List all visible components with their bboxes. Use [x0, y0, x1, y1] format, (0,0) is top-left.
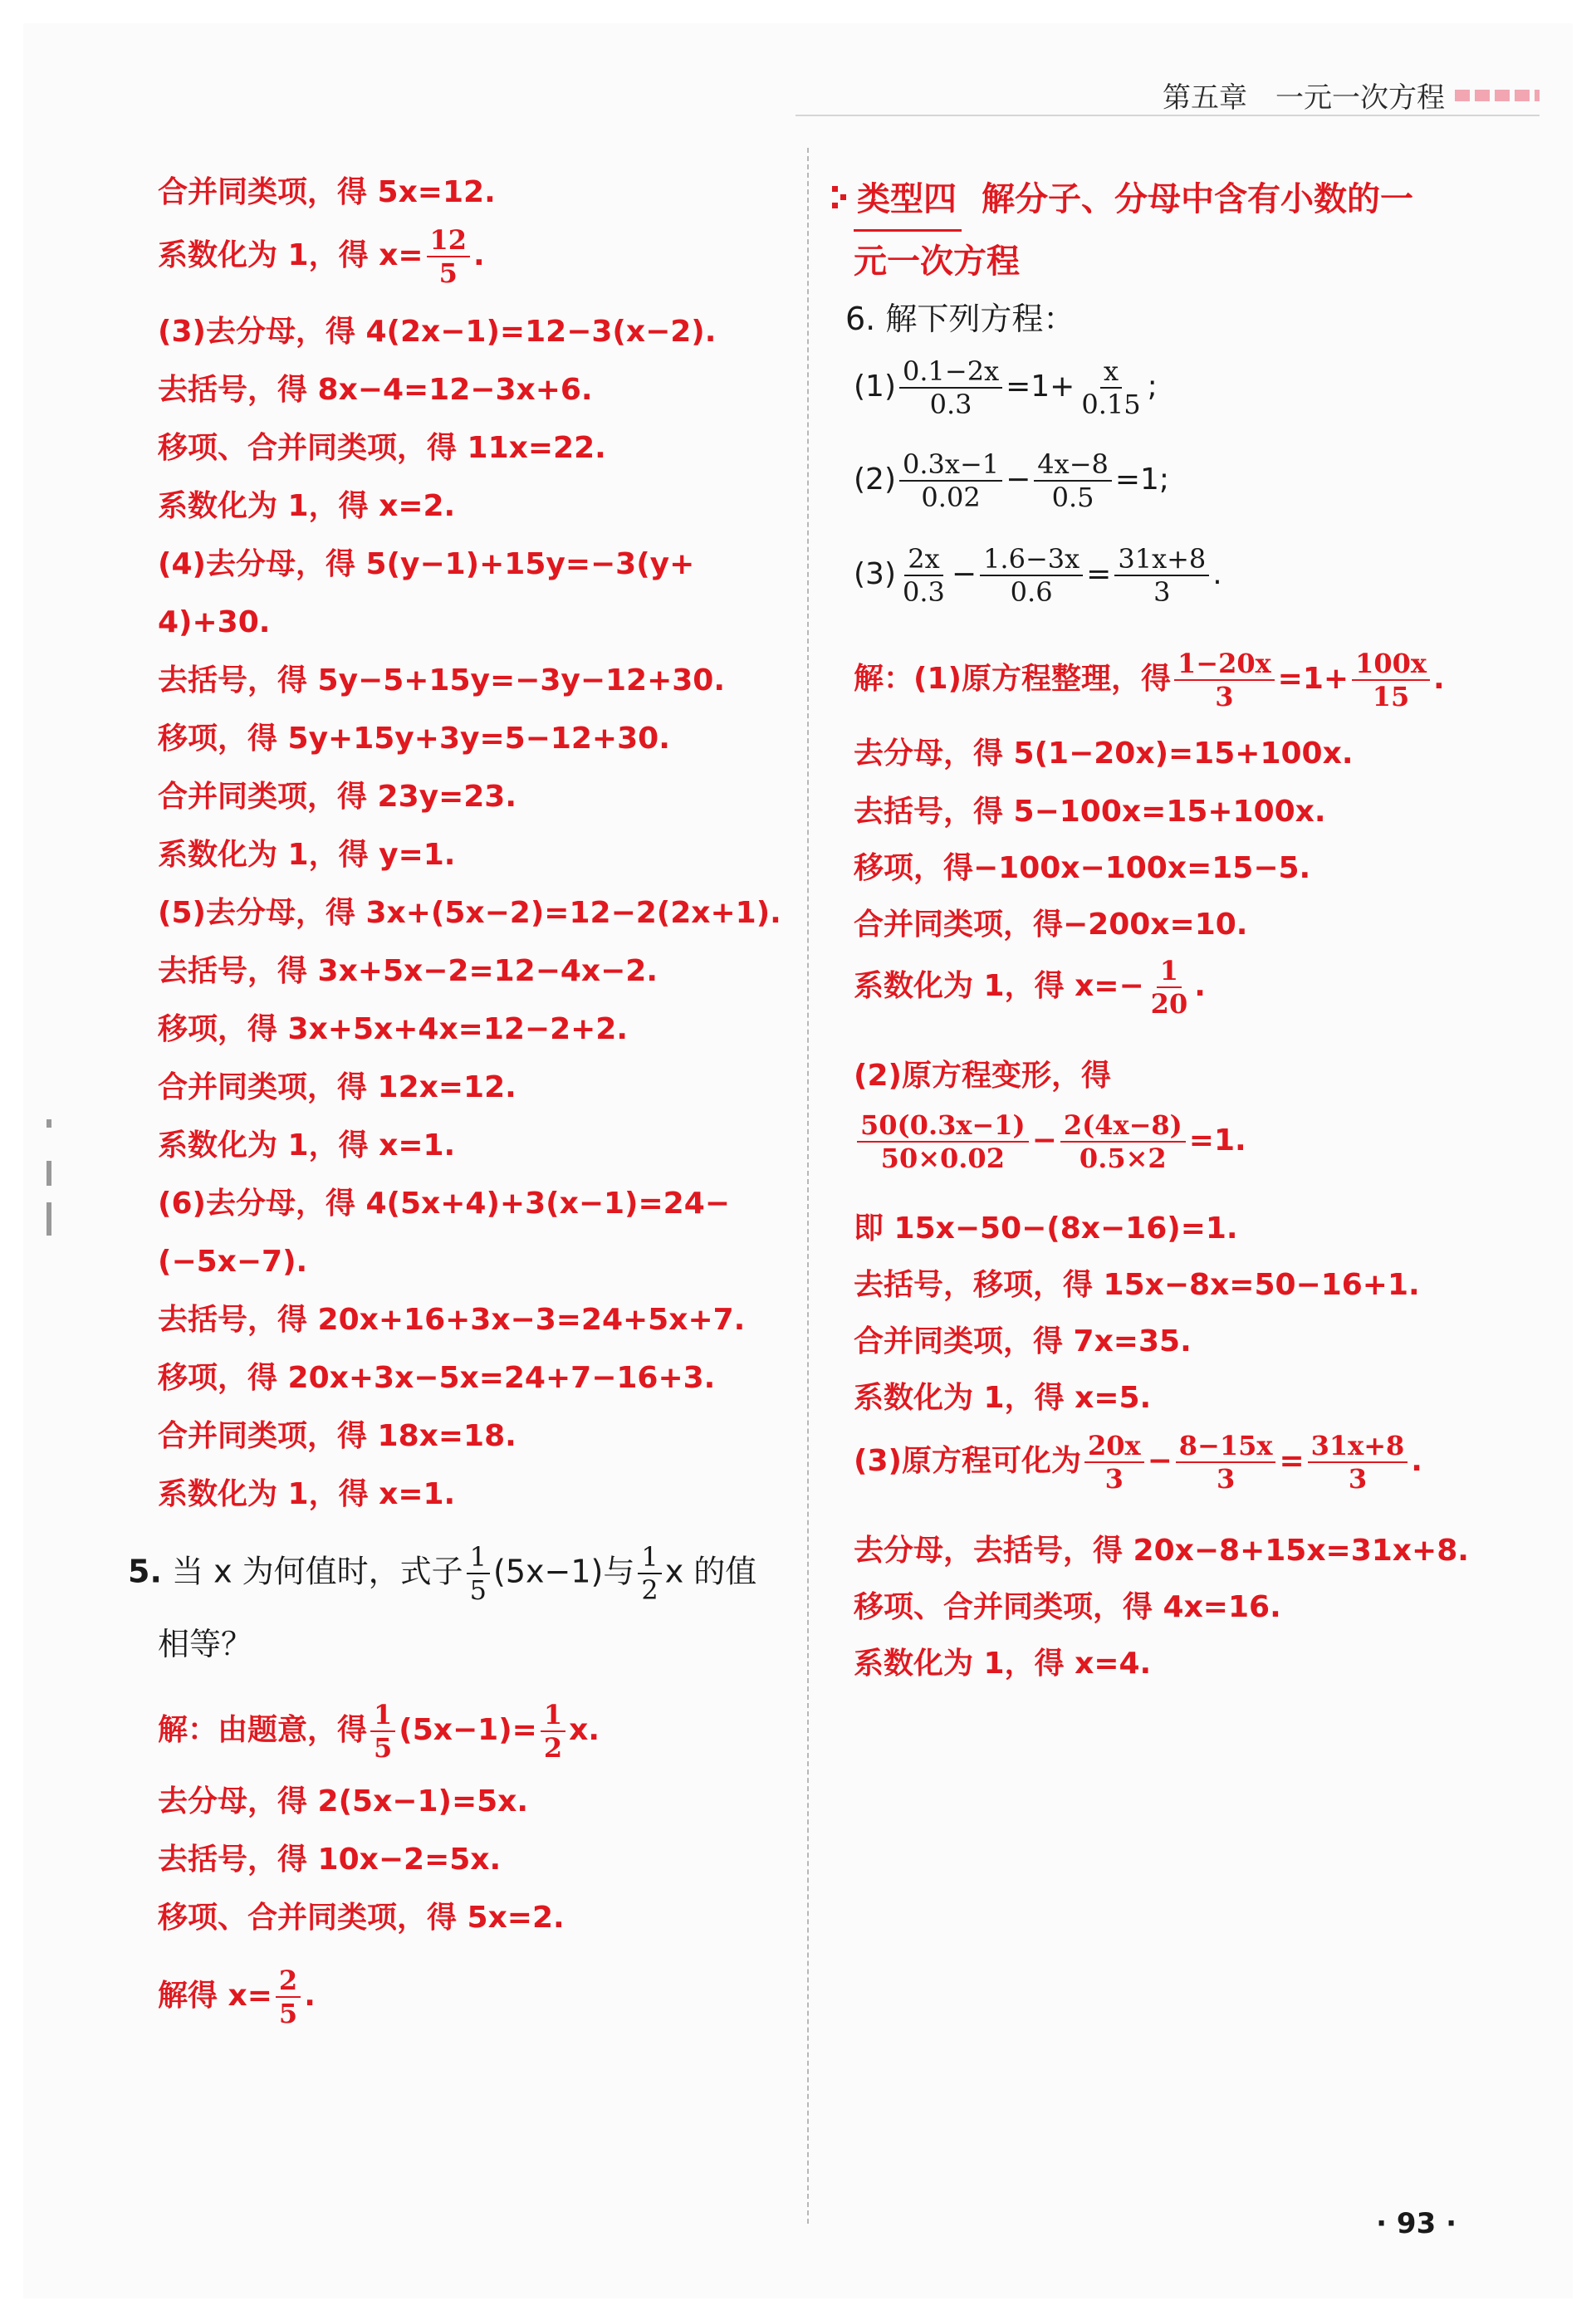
fraction: $\frac{100x}{15}$: [1352, 648, 1430, 712]
fraction: $\frac{4x-8}{0.5}$: [1034, 448, 1112, 513]
fraction: $\frac{1}{5}$: [370, 1699, 395, 1764]
solution-5-line: 移项、合并同类项，得 5x=2.: [158, 1901, 565, 1935]
solution-6-line: 去分母，去括号，得 20x−8+15x=31x+8.: [854, 1534, 1469, 1568]
chapter-title: 一元一次方程: [1275, 81, 1445, 115]
fraction: $\frac{0.1-2x}{0.3}$: [899, 355, 1002, 420]
answer-line: 移项、合并同类项，得 11x=22.: [158, 431, 606, 465]
answer-line: (5)去分母，得 3x+(5x−2)=12−2(2x+1).: [158, 896, 781, 930]
question-6: 6. 解下列方程：: [845, 301, 1075, 337]
fraction: $\frac{1}{2}$: [638, 1541, 661, 1606]
fraction: $\frac{31x+8}{3}$: [1308, 1430, 1408, 1495]
page-number: · 93 ·: [1376, 2207, 1456, 2240]
header-rule: [796, 115, 1540, 116]
section-dots-icon: [832, 186, 849, 211]
solution-6-line: 移项，得−100x−100x=15−5.: [854, 851, 1311, 885]
solution-6-line: 系数化为 1，得 x=− $\frac{1}{20}$ .: [854, 955, 1206, 1020]
answer-line: 去括号，得 5y−5+15y=−3y−12+30.: [158, 663, 726, 697]
question-5-line-2: 相等？: [158, 1626, 253, 1662]
header-decoration-icon: [1455, 90, 1540, 101]
equation-3: (3) $\frac{2x}{0.3}$ − $\frac{1.6-3x}{0.6}$ = $\frac{31x+8}{3}$ .: [854, 543, 1222, 608]
fraction: $\frac{0.3x-1}{0.02}$: [899, 448, 1002, 513]
solution-6-line: $\frac{50(0.3x-1)}{50\times 0.02}$ − $\frac{2(4x-8)}{0.5\times 2}$ =1.: [854, 1109, 1246, 1174]
solution-6-line: 去分母，得 5(1−20x)=15+100x.: [854, 737, 1354, 771]
equation-2: (2) $\frac{0.3x-1}{0.02}$ − $\frac{4x-8}{0.5}$ =1;: [854, 448, 1170, 513]
answer-line: (3)去分母，得 4(2x−1)=12−3(x−2).: [158, 315, 717, 349]
solution-6-line: 系数化为 1，得 x=5.: [854, 1381, 1152, 1415]
answer-line: 系数化为 1，得 x=1.: [158, 1128, 456, 1162]
answer-line: 系数化为 1，得 x=2.: [158, 489, 456, 523]
answer-line: 移项，得 20x+3x−5x=24+7−16+3.: [158, 1361, 716, 1395]
answer-line: (6)去分母，得 4(5x+4)+3(x−1)=24−: [158, 1187, 730, 1221]
answer-line: 去括号，得 20x+16+3x−3=24+5x+7.: [158, 1303, 746, 1337]
answer-line: 合并同类项，得 18x=18.: [158, 1419, 516, 1453]
fraction: $\frac{2x}{0.3}$: [903, 543, 945, 608]
solution-6-line: 去括号，移项，得 15x−8x=50−16+1.: [854, 1268, 1420, 1302]
fraction: $\frac{12}{5}$: [427, 224, 471, 289]
solution-6-line: (3)原方程可化为 $\frac{20x}{3}$ − $\frac{8-15x}{3}$ = $\frac{31x+8}{3}$ .: [854, 1430, 1422, 1495]
page-header: [1163, 75, 1540, 115]
answer-line: 移项，得 3x+5x+4x=12−2+2.: [158, 1012, 629, 1046]
solution-6-line: 移项、合并同类项，得 4x=16.: [854, 1590, 1281, 1624]
answer-line: 4)+30.: [158, 605, 271, 639]
question-5: 5. 当 x 为何值时，式子 $\frac{1}{5}$ (5x−1)与 $\frac{1}{2}$ x 的值: [128, 1541, 757, 1606]
answer-line: 系数化为 1，得 x=1.: [158, 1477, 456, 1511]
solution-5-line: 解得 x= $\frac{2}{5}$ .: [158, 1965, 316, 2029]
fraction: $\frac{31x+8}{3}$: [1114, 543, 1209, 608]
fraction: $\frac{8-15x}{3}$: [1176, 1430, 1276, 1495]
fraction: $\frac{1}{20}$: [1150, 955, 1188, 1020]
solution-6-line: 系数化为 1，得 x=4.: [854, 1647, 1152, 1681]
solution-5-line: 去括号，得 10x−2=5x.: [158, 1843, 502, 1877]
fraction: $\frac{1}{5}$: [467, 1541, 490, 1606]
column-divider: [807, 148, 809, 2224]
section-tag: 类型四: [854, 169, 962, 232]
section-title-line-1: 解分子、分母中含有小数的一: [982, 180, 1413, 218]
answer-line: (−5x−7).: [158, 1245, 308, 1279]
answer-line: 移项，得 5y+15y+3y=5−12+30.: [158, 722, 670, 756]
chapter-label: 第五章: [1163, 81, 1247, 115]
fraction: $\frac{2}{5}$: [276, 1965, 301, 2029]
fraction: $\frac{1}{2}$: [541, 1699, 565, 1764]
solution-6-line: 去括号，得 5−100x=15+100x.: [854, 795, 1326, 829]
solution-6-line: 解：(1)原方程整理，得 $\frac{1-20x}{3}$ =1+ $\frac{100x}{15}$ .: [854, 648, 1445, 712]
fraction: $\frac{2(4x-8)}{0.5\times 2}$: [1060, 1109, 1186, 1174]
answer-line: 合并同类项，得 23y=23.: [158, 780, 517, 814]
binding-marks: [47, 1119, 53, 1252]
fraction: $\frac{x}{0.15}$: [1081, 355, 1141, 420]
solution-6-line: (2)原方程变形，得: [854, 1059, 1111, 1093]
solution-6-line: 即 15x−50−(8x−16)=1.: [854, 1211, 1238, 1246]
answer-line: 去括号，得 8x−4=12−3x+6.: [158, 373, 593, 407]
answer-line: 系数化为 1，得 x= $\frac{12}{5}$ .: [158, 224, 485, 289]
section-title-line-2: 元一次方程: [854, 242, 1020, 281]
textbook-page: [23, 23, 1573, 2298]
fraction: $\frac{1-20x}{3}$: [1174, 648, 1275, 712]
solution-6-line: 合并同类项，得 7x=35.: [854, 1324, 1192, 1358]
answer-line: 合并同类项，得 12x=12.: [158, 1070, 516, 1104]
fraction: $\frac{50(0.3x-1)}{50\times 0.02}$: [857, 1109, 1029, 1174]
solution-5-line: 去分母，得 2(5x−1)=5x.: [158, 1784, 529, 1818]
answer-line: 去括号，得 3x+5x−2=12−4x−2.: [158, 954, 658, 988]
answer-line: 合并同类项，得 5x=12.: [158, 175, 496, 209]
fraction: $\frac{1.6-3x}{0.6}$: [980, 543, 1083, 608]
fraction: $\frac{20x}{3}$: [1084, 1430, 1144, 1495]
answer-line: 系数化为 1，得 y=1.: [158, 838, 456, 872]
equation-1: (1) $\frac{0.1-2x}{0.3}$ =1+ $\frac{x}{0.15}$ ;: [854, 355, 1158, 420]
section-heading: [854, 169, 1501, 291]
answer-line: (4)去分母，得 5(y−1)+15y=−3(y+: [158, 547, 695, 581]
solution-6-line: 合并同类项，得−200x=10.: [854, 908, 1248, 942]
solution-5-line: 解：由题意，得 $\frac{1}{5}$ (5x−1)= $\frac{1}{2}$ x.: [158, 1699, 600, 1764]
